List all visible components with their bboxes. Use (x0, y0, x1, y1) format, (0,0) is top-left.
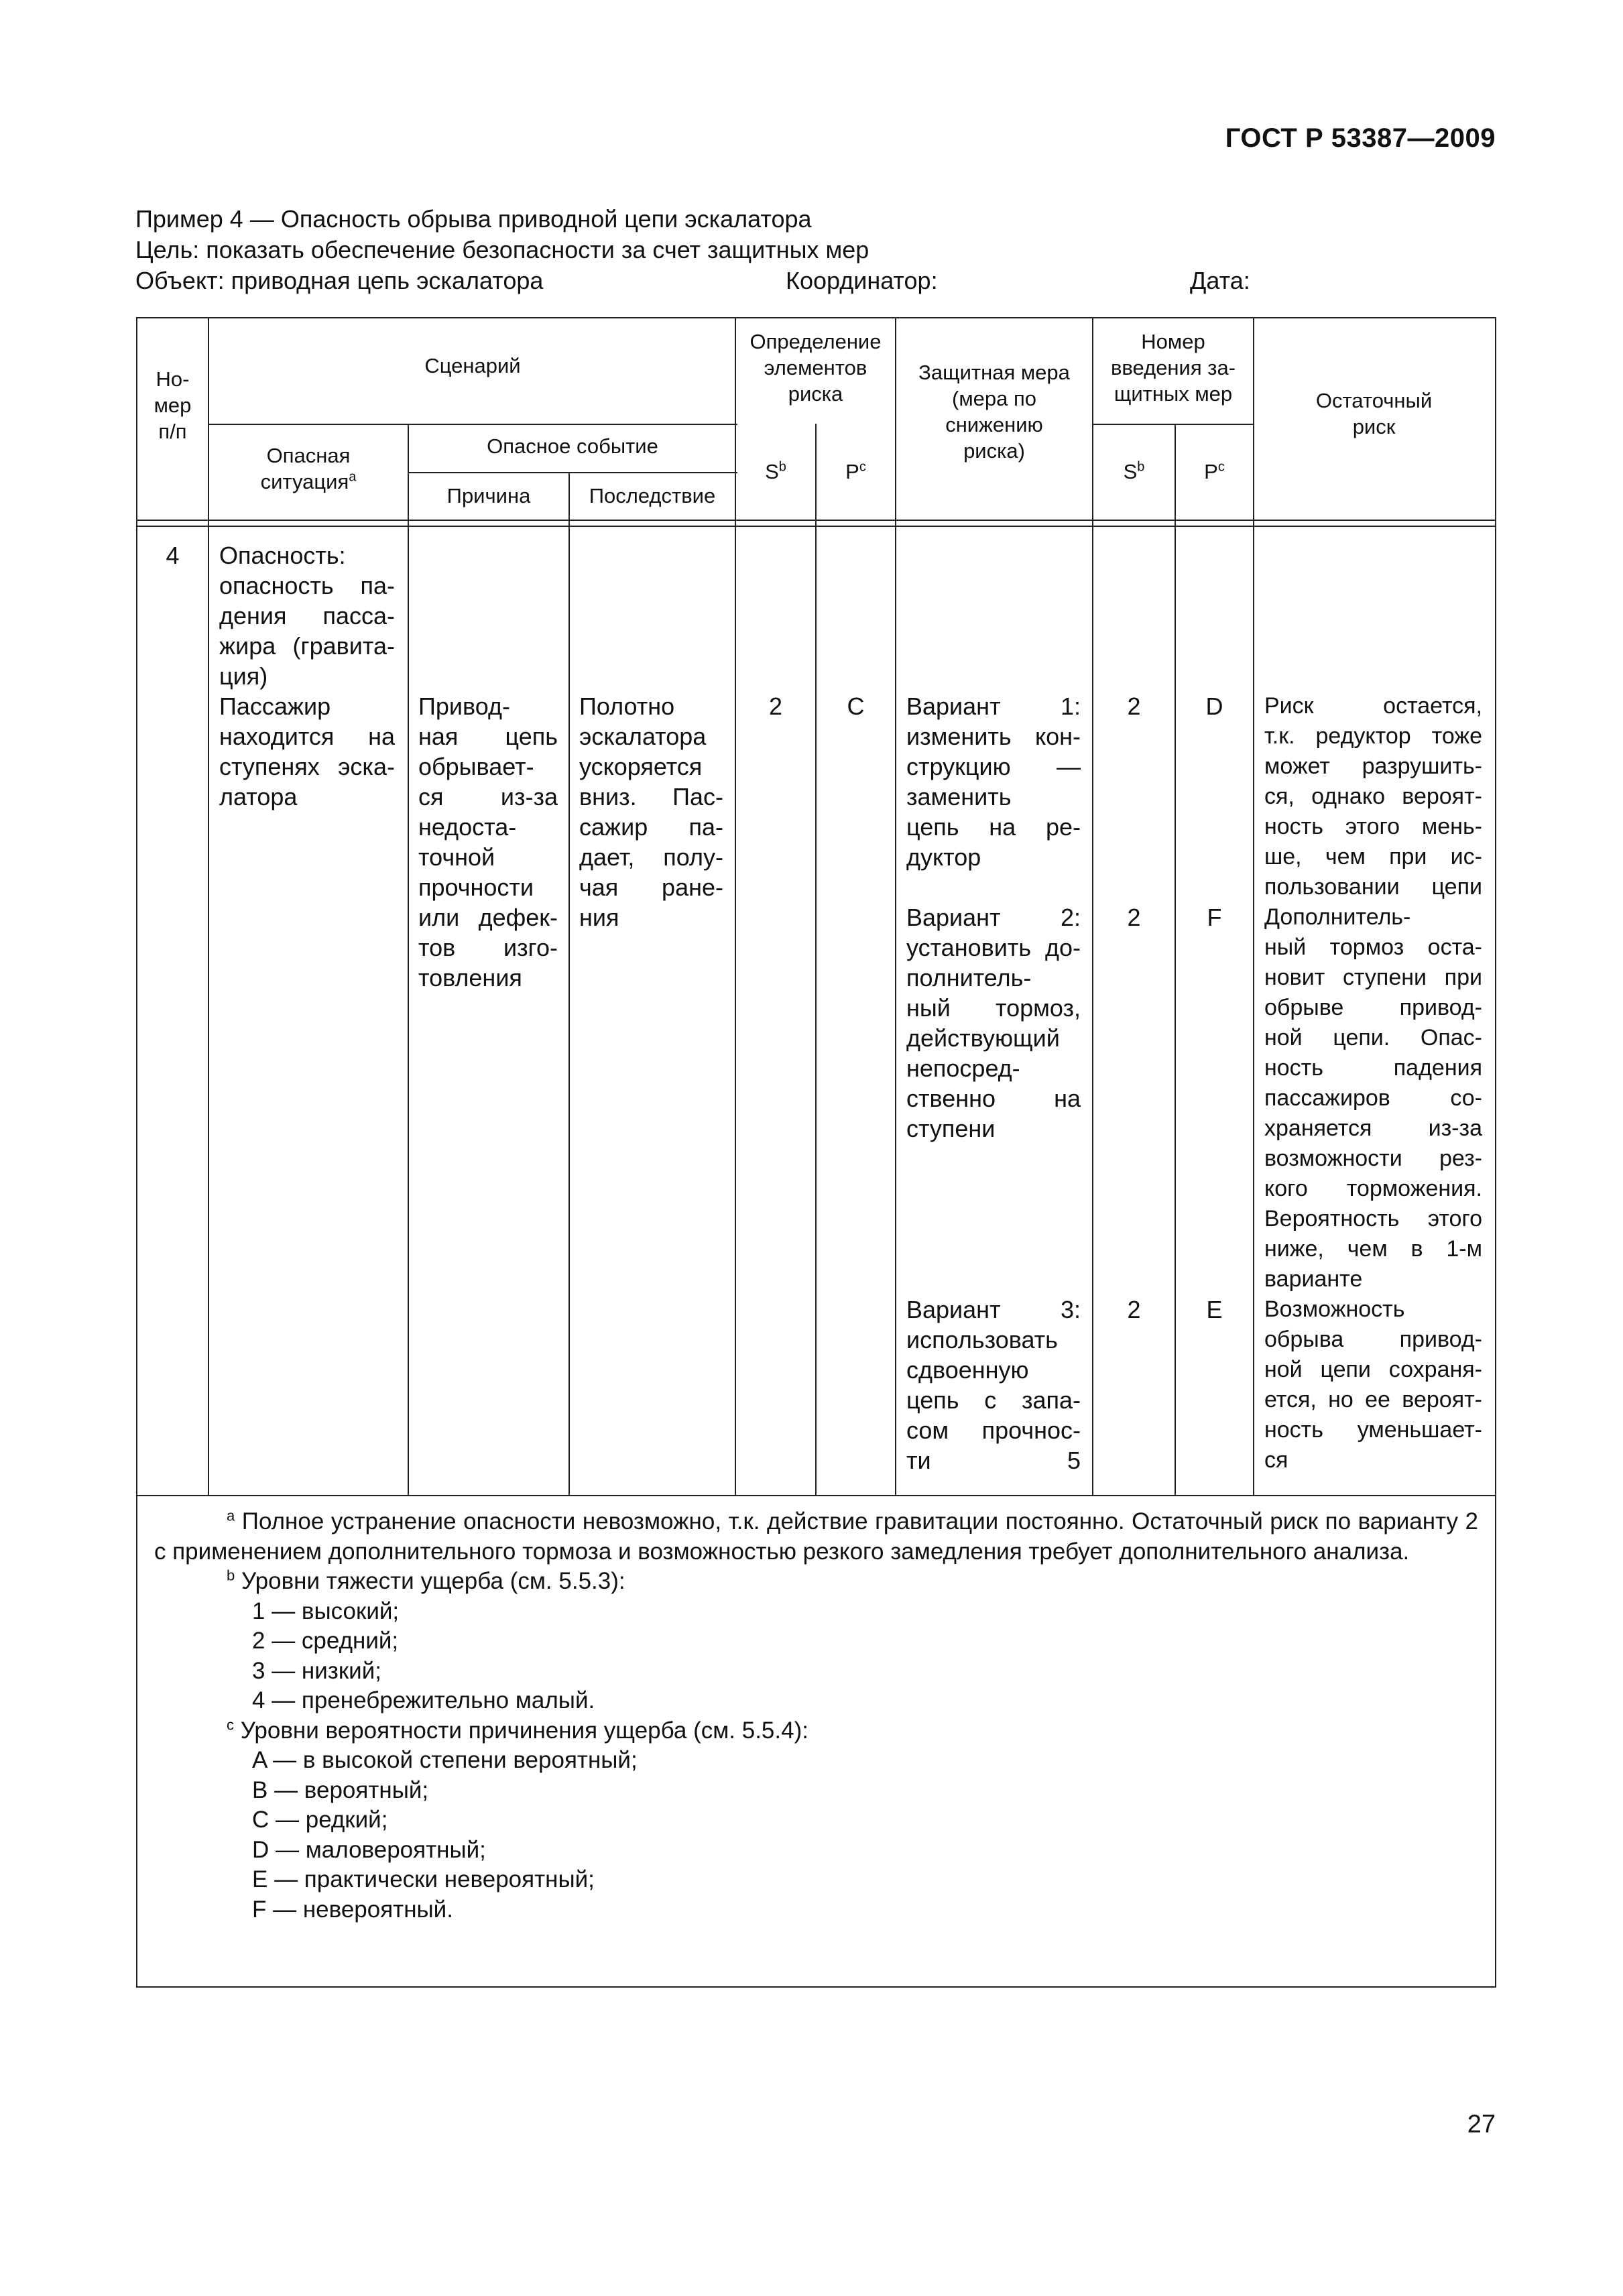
note-b-title: $^b$ Уровни тяжести ущерба (см. 5.5.3): (227, 1567, 625, 1594)
severity-level: 4 — пренебрежительно малый. (252, 1687, 595, 1713)
col-rule-6 (895, 317, 896, 1496)
goal-line: Цель: показать обеспечение безопасности за счет защитных мер (135, 236, 869, 263)
variant-3-probability: E (1206, 1296, 1223, 1323)
measure-variant-3: Вариант 3: использовать сдвоенную цепь с запа- сом прочнос- ти 5 (906, 1296, 1081, 1474)
header-measure-number: Номер введения за- щитных мер (1110, 330, 1236, 406)
header-scenario: Сценарий (424, 354, 521, 377)
measure-variant-1: Вариант 1: изменить кон- струкцию — заменить цепь на ре- дуктор (906, 692, 1081, 871)
variant-3-severity: 2 (1127, 1296, 1141, 1323)
severity-level: 3 — низкий; (252, 1657, 381, 1684)
hazard-cause: Привод- ная цепь обрывает- ся из-за недоста- точной прочности или дефек- тов изго- товления (418, 692, 558, 991)
page-number: 27 (1467, 2110, 1496, 2138)
header-hazard-event: Опасное событие (487, 434, 658, 458)
header-cause: Причина (446, 484, 531, 507)
table-notes (154, 1507, 1478, 1925)
example-title: Пример 4 — Опасность обрыва приводной цепи эскалатора (135, 205, 812, 233)
probability-level: C — редкий; (252, 1807, 388, 1833)
hazard-situation: Пассажир находится на ступенях эска- латора (219, 692, 395, 810)
header-s: $S^b$ (765, 459, 786, 483)
severity-level: 2 — средний; (252, 1628, 399, 1654)
note-a: $^a$ Полное устранение опасности невозможно, т.к. действие гравитации постоянно. Остаточный риск по варианту 2 с применением дополнительного тормоза и возможностью резкого замедления требует дополнительного анализа. (154, 1507, 1478, 1565)
variant-2-severity: 2 (1127, 904, 1141, 931)
probability-level: D — маловероятный; (252, 1836, 486, 1863)
residual-risk-variant-3: Возможность обрыва привод- ной цепи сохраня- ется, но ее вероят- ность уменьшает- ся (1264, 1296, 1482, 1473)
header-protective-measure: Защитная мера (мера по снижению риска) (918, 361, 1070, 463)
header-residual-risk: Остаточный риск (1315, 389, 1433, 438)
measure-variant-2: Вариант 2: установить до- полнитель- ный тормоз, действующий непосред- ственно на ступени (906, 904, 1081, 1142)
col-rule-3 (568, 472, 570, 1496)
header-s-after: $S^b$ (1123, 459, 1145, 483)
header-num: Но- мер п/п (154, 367, 192, 443)
probability-level: E — практически невероятный; (252, 1866, 595, 1892)
probability-level: F — невероятный. (252, 1896, 453, 1923)
hdr-rule-2 (408, 472, 737, 473)
intro-block (135, 204, 1275, 296)
header-p: $P^c$ (845, 459, 866, 483)
col-rule-2 (408, 424, 409, 1496)
hdr-rule-1 (208, 424, 737, 425)
probability-level: A — в высокой степени вероятный; (252, 1747, 638, 1773)
variant-1-probability: D (1205, 692, 1223, 720)
probability-level: B — вероятный; (252, 1776, 429, 1803)
hazard-description: Опасность: опасность па- дения пасса- жира (гравита- ция) (219, 542, 395, 690)
initial-severity: 2 (768, 692, 783, 720)
col-rule-8 (1175, 424, 1176, 1496)
initial-probability: C (847, 692, 865, 720)
header-consequence: Последствие (589, 484, 716, 507)
document-code: ГОСТ Р 53387—2009 (1225, 123, 1496, 153)
coordinator-label: Координатор: (786, 267, 938, 294)
severity-level: 1 — высокий; (252, 1597, 400, 1624)
col-rule-4 (735, 317, 736, 1496)
date-label: Дата: (1190, 267, 1250, 294)
residual-risk-variant-2: Дополнитель- ный тормоз оста- новит ступени при обрыве привод- ной цепи. Опас- ность падения пассажиров со- храняется из-за возможности рез- кого торможения. Вероятность этого ниже, чем в 1-м варианте (1264, 904, 1482, 1292)
variant-1-severity: 2 (1127, 692, 1141, 720)
header-p-after: $P^c$ (1204, 459, 1225, 483)
col-rule-9 (1253, 317, 1254, 1496)
col-rule-5 (815, 424, 817, 1496)
object-row (135, 265, 1275, 296)
residual-risk-variant-1: Риск остается, т.к. редуктор тоже может разрушить- ся, однако вероят- ность этого мень- ше, чем при ис- пользовании цепи (1264, 693, 1482, 900)
header-risk-definition: Определение элементов риска (749, 330, 882, 406)
variant-2-probability: F (1207, 904, 1222, 931)
hdr-rule-1b (1092, 424, 1253, 425)
hazard-consequence: Полотно эскалатора ускоряется вниз. Пас- сажир па- дает, полу- чая ране- ния (579, 692, 723, 931)
object-label: Объект: приводная цепь эскалатора (135, 267, 544, 294)
row-number: 4 (166, 542, 180, 569)
note-c-title: $^c$ Уровни вероятности причинения ущерба (см. 5.5.4): (227, 1715, 808, 1744)
header-hazard-situation: Опасная ситуация$^a$ (260, 444, 357, 493)
